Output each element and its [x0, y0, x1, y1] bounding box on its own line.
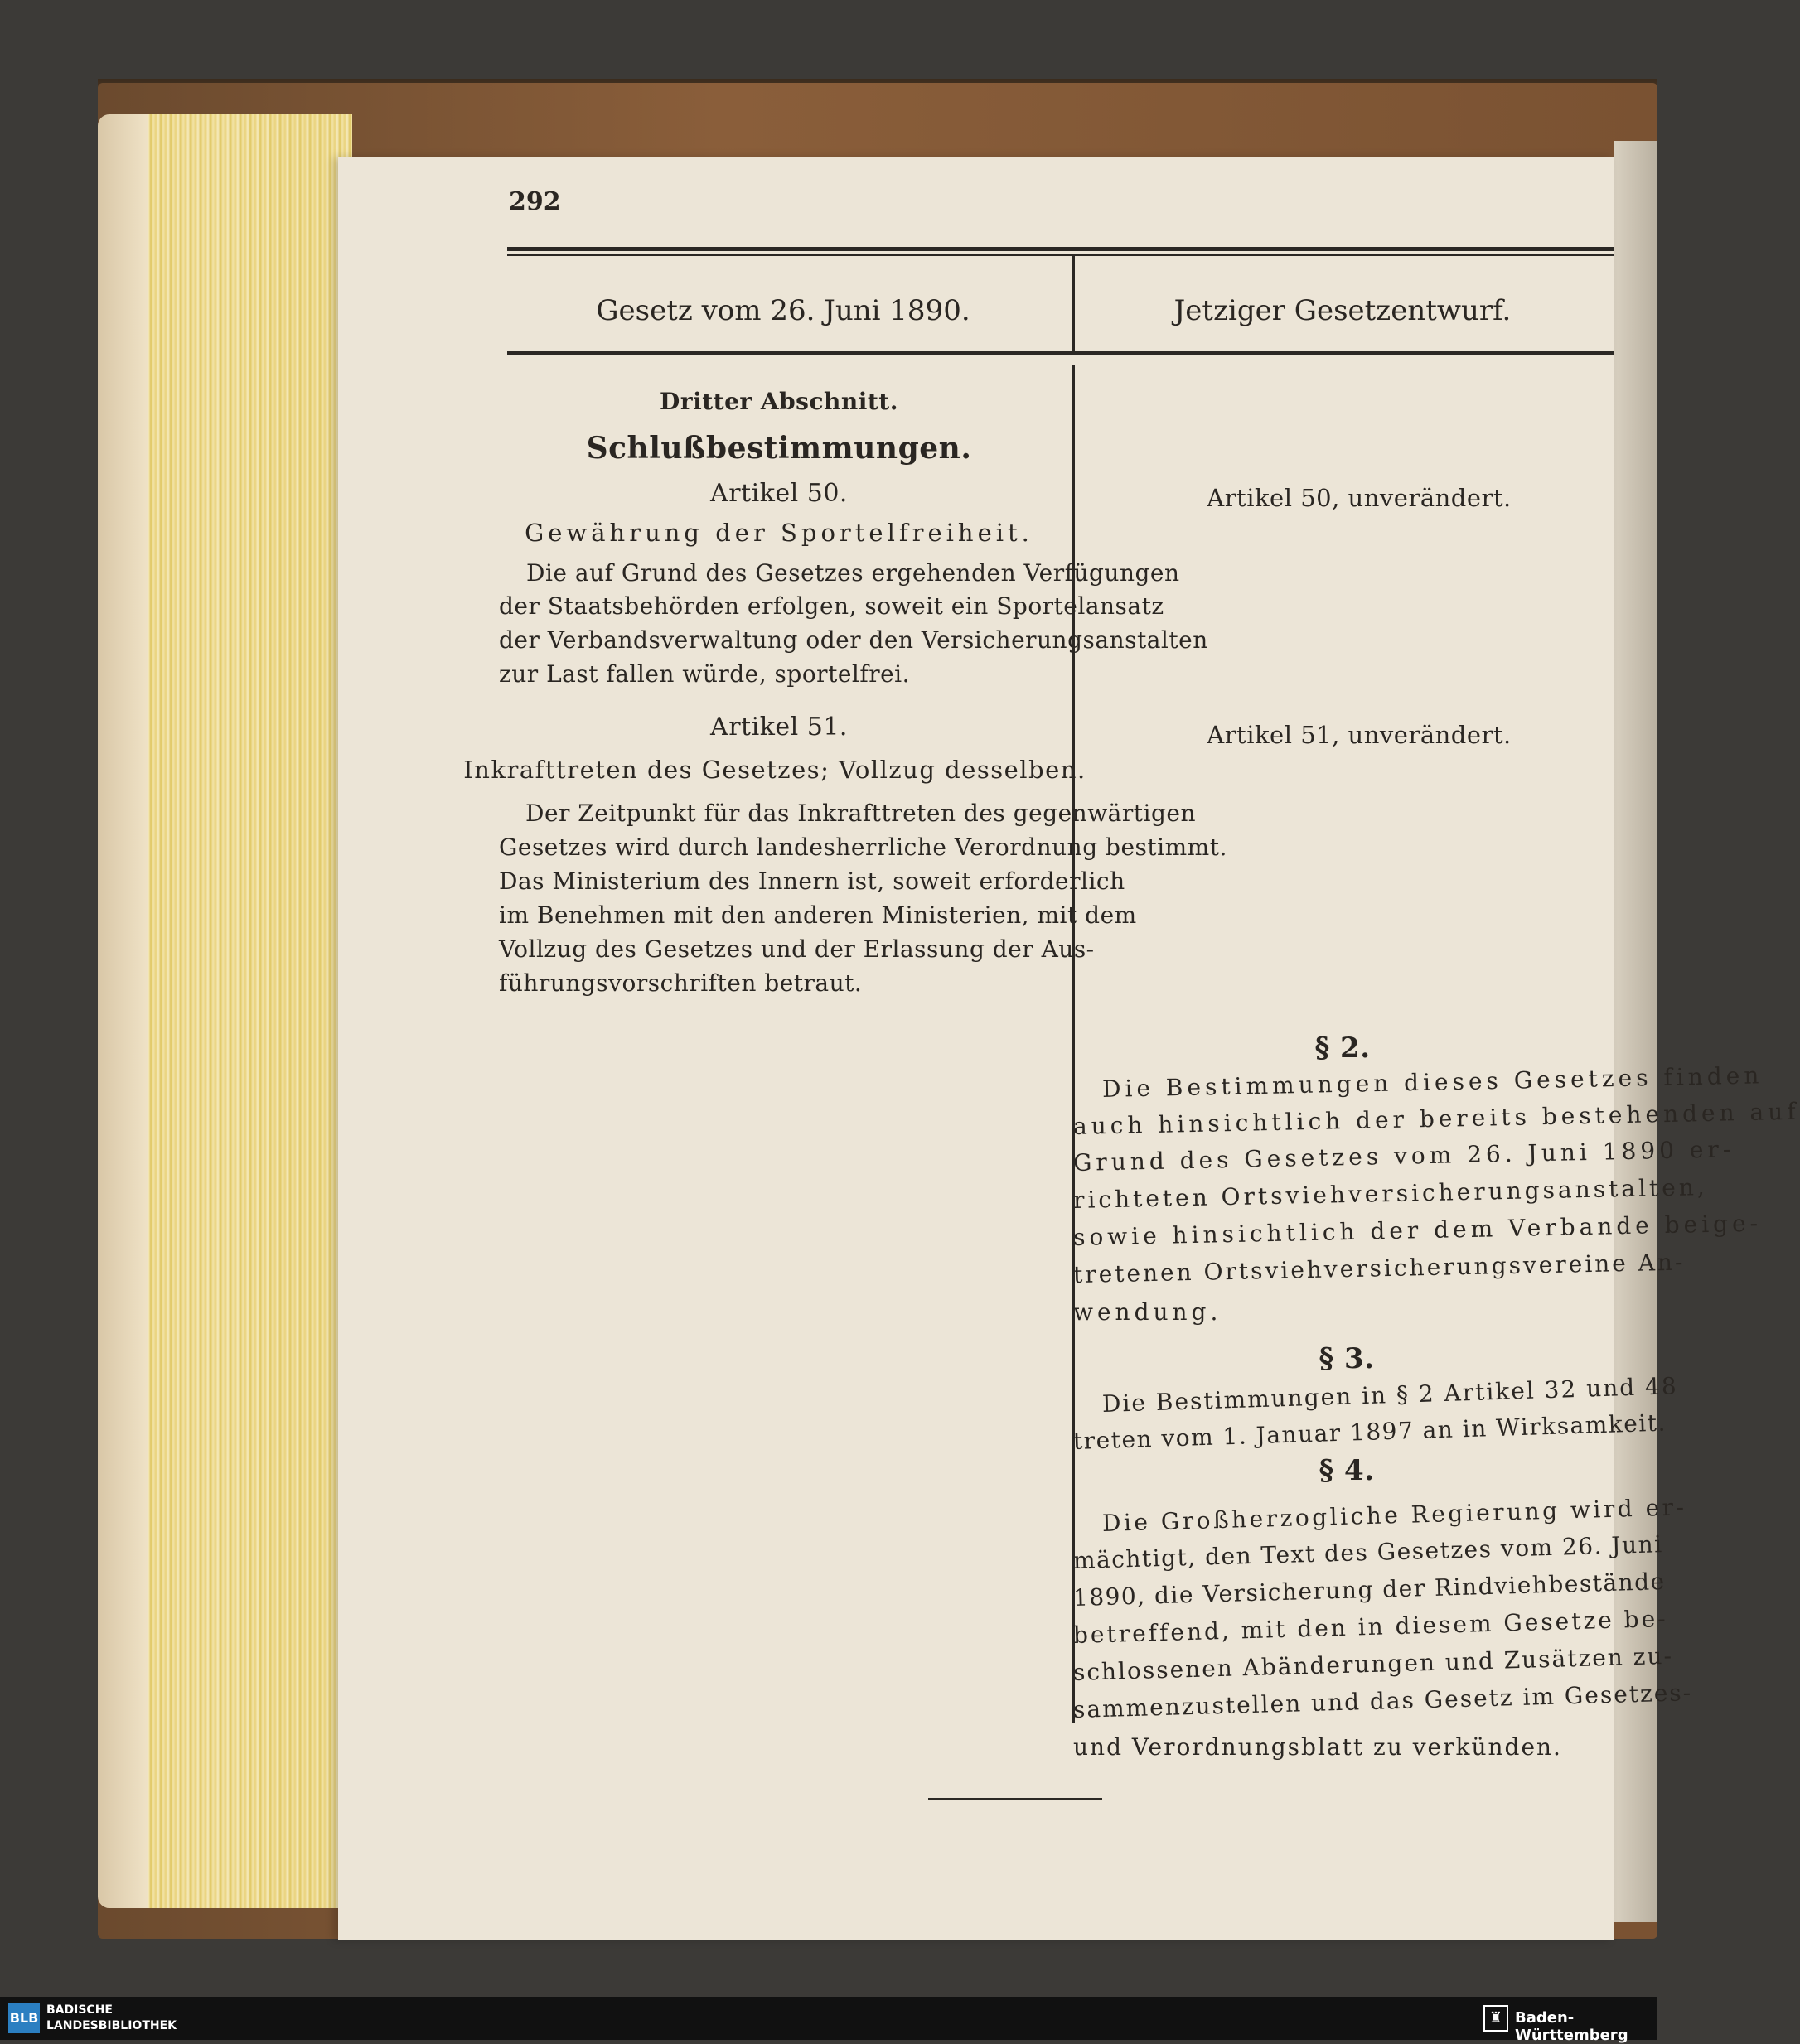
right-column-header: Jetziger Gesetzentwurf.: [1173, 294, 1512, 327]
paragraph-4-line-6: sammenzustellen und das Gesetz im Gesetzes-: [1072, 1679, 1693, 1723]
paragraph-2-line-6: tretenen Ortsviehversicherungsvereine An-: [1072, 1248, 1686, 1288]
library-name-line-2: LANDESBIBLIOTHEK: [46, 2019, 177, 2032]
paragraph-2-heading: § 2.: [1314, 1032, 1371, 1065]
right-article-51: Artikel 51, unverändert.: [1207, 721, 1512, 749]
state-crest-icon: ♜: [1483, 2005, 1508, 2032]
paragraph-4-line-4: betreffend, mit den in diesem Gesetze be-: [1072, 1604, 1669, 1649]
paragraph-2-line-7: wendung.: [1073, 1298, 1222, 1326]
paragraph-2-line-3: Grund des Gesetzes vom 26. Juni 1890 er-: [1072, 1135, 1735, 1177]
article-51-title: Inkrafttreten des Gesetzes; Vollzug desselben.: [463, 756, 1086, 784]
paragraph-2-line-5: sowie hinsichtlich der dem Verbande beige-: [1072, 1209, 1763, 1251]
right-article-50: Artikel 50, unverändert.: [1207, 484, 1512, 512]
header-column-divider: [1072, 254, 1075, 354]
article-50-line-1: Die auf Grund des Gesetzes ergehenden Verfügungen: [526, 559, 1180, 587]
header-rule-bottom: [507, 351, 1614, 355]
paragraph-3-line-2: treten vom 1. Januar 1897 an in Wirksamkeit.: [1072, 1409, 1667, 1455]
article-51-line-2: Gesetzes wird durch landesherrliche Verordnung bestimmt.: [499, 834, 1227, 861]
library-name-line-1: BADISCHE: [46, 2003, 113, 2017]
paragraph-3-line-1: Die Bestimmungen in § 2 Artikel 32 und 48: [1101, 1372, 1679, 1418]
article-51-line-3: Das Ministerium des Innern ist, soweit erforderlich: [499, 867, 1125, 895]
page-edges-left: [98, 114, 148, 1908]
article-51-heading: Artikel 51.: [710, 713, 848, 742]
section-title: Schlußbestimmungen.: [586, 431, 972, 466]
paragraph-4-line-3: 1890, die Versicherung der Rindviehbestände: [1072, 1568, 1667, 1612]
paragraph-2-line-4: richteten Ortsviehversicherungsanstalten,: [1072, 1172, 1709, 1214]
article-51-line-1: Der Zeitpunkt für das Inkrafttreten des gegenwärtigen: [525, 800, 1196, 827]
section-label: Dritter Abschnitt.: [660, 388, 898, 415]
library-name: [46, 2003, 177, 2034]
header-rule-top-thin: [507, 254, 1614, 256]
paragraph-4-line-1: Die Großherzogliche Regierung wird er-: [1101, 1493, 1687, 1537]
article-50-line-2: der Staatsbehörden erfolgen, soweit ein Sportelansatz: [499, 592, 1164, 620]
article-51-line-4: im Benehmen mit den anderen Ministerien, mit dem: [499, 901, 1137, 929]
article-50-title: Gewährung der Sportelfreiheit.: [525, 519, 1033, 547]
state-name: Baden-Württemberg: [1515, 2009, 1628, 2044]
paragraph-2-line-2: auch hinsichtlich der bereits bestehenden auf: [1072, 1097, 1800, 1140]
end-rule: [928, 1798, 1102, 1800]
paragraph-3-heading: § 3.: [1319, 1342, 1375, 1375]
article-50-line-3: der Verbandsverwaltung oder den Versicherungsanstalten: [499, 626, 1208, 654]
page-number: 292: [509, 187, 561, 216]
paragraph-4-heading: § 4.: [1319, 1454, 1375, 1487]
article-51-line-5: Vollzug des Gesetzes und der Erlassung der Aus-: [499, 935, 1095, 963]
paragraph-2-line-1: Die Bestimmungen dieses Gesetzes finden: [1101, 1061, 1764, 1103]
library-logo: BLB: [8, 2003, 40, 2033]
article-50-line-4: zur Last fallen würde, sportelfrei.: [499, 660, 911, 688]
paragraph-4-line-5: schlossenen Abänderungen und Zusätzen zu-: [1072, 1641, 1674, 1686]
article-50-heading: Artikel 50.: [710, 479, 848, 508]
left-column-header: Gesetz vom 26. Juni 1890.: [596, 294, 970, 327]
article-51-line-6: führungsvorschriften betraut.: [499, 969, 863, 997]
paragraph-4-line-7: und Verordnungsblatt zu verkünden.: [1073, 1733, 1562, 1761]
header-rule-top: [507, 247, 1614, 251]
footer-banner: [0, 1997, 1657, 2040]
paragraph-4-line-2: mächtigt, den Text des Gesetzes vom 26. Juni: [1072, 1530, 1664, 1574]
